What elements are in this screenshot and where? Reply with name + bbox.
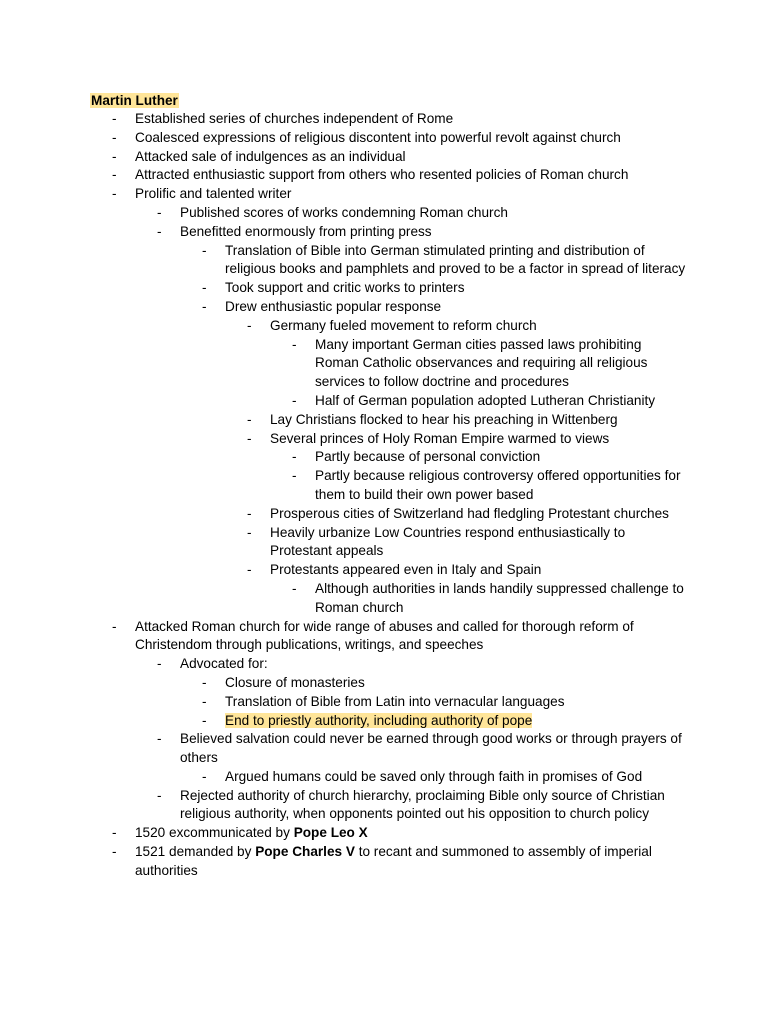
list-item-text bbox=[135, 148, 688, 167]
bullet-dash: - bbox=[202, 298, 207, 314]
item-text: Half of German population adopted Lutheran Christianity bbox=[315, 392, 656, 408]
list-item bbox=[0, 730, 768, 768]
bullet-outline bbox=[0, 110, 768, 881]
list-item bbox=[0, 242, 768, 280]
item-text: Published scores of works condemning Roman church bbox=[180, 204, 508, 220]
list-item bbox=[0, 712, 768, 731]
list-item bbox=[0, 843, 768, 881]
list-item bbox=[0, 618, 768, 656]
bullet-dash: - bbox=[157, 787, 162, 803]
list-item bbox=[0, 317, 768, 336]
item-text: Prolific and talented writer bbox=[135, 186, 292, 202]
list-item-text bbox=[180, 204, 688, 223]
item-text: Rejected authority of church hierarchy, proclaiming Bible only source of Christian religious authority, when opponents pointed out his opposition to church policy bbox=[180, 787, 665, 822]
list-item bbox=[0, 580, 768, 618]
item-text: Lay Christians flocked to hear his preaching in Wittenberg bbox=[270, 411, 618, 427]
list-item bbox=[0, 824, 768, 843]
item-text: Believed salvation could never be earned through good works or through prayers of others bbox=[180, 731, 682, 766]
list-item bbox=[0, 693, 768, 712]
bullet-dash: - bbox=[112, 186, 117, 202]
list-item-text bbox=[135, 110, 688, 129]
list-item-text bbox=[270, 561, 688, 580]
bullet-dash: - bbox=[112, 129, 117, 145]
item-text: Several princes of Holy Roman Empire warmed to views bbox=[270, 430, 610, 446]
list-item bbox=[0, 185, 768, 204]
item-text: Drew enthusiastic popular response bbox=[225, 298, 442, 314]
bullet-dash: - bbox=[247, 317, 252, 333]
item-text: Partly because of personal conviction bbox=[315, 449, 541, 465]
bullet-dash: - bbox=[202, 712, 207, 728]
list-item-text bbox=[270, 411, 688, 430]
list-item bbox=[0, 768, 768, 787]
item-text-continued: to recant and summoned to assembly of imperial authorities bbox=[135, 844, 652, 878]
bullet-dash: - bbox=[112, 618, 117, 634]
bold-name: Pope Charles V bbox=[255, 844, 355, 860]
list-item-text bbox=[315, 580, 688, 618]
item-text: Attacked sale of indulgences as an individual bbox=[135, 148, 406, 164]
list-item-text bbox=[225, 242, 688, 280]
list-item bbox=[0, 655, 768, 674]
item-text: Coalesced expressions of religious discontent into powerful revolt against church bbox=[135, 129, 621, 145]
list-item bbox=[0, 336, 768, 392]
item-text: Took support and critic works to printers bbox=[225, 280, 465, 296]
list-item bbox=[0, 148, 768, 167]
list-item bbox=[0, 411, 768, 430]
list-item-text bbox=[225, 674, 688, 693]
list-item bbox=[0, 392, 768, 411]
list-item bbox=[0, 279, 768, 298]
bullet-dash: - bbox=[157, 223, 162, 239]
bullet-dash: - bbox=[202, 768, 207, 784]
item-text: Although authorities in lands handily suppressed challenge to Roman church bbox=[315, 580, 684, 615]
list-item-text bbox=[135, 185, 688, 204]
list-item bbox=[0, 110, 768, 129]
bullet-dash: - bbox=[112, 148, 117, 164]
item-text: Benefitted enormously from printing press bbox=[180, 223, 432, 239]
bullet-dash: - bbox=[292, 392, 297, 408]
list-item-text bbox=[225, 298, 688, 317]
item-text: Prosperous cities of Switzerland had fledgling Protestant churches bbox=[270, 505, 669, 521]
document-title: Martin Luther bbox=[91, 93, 178, 108]
list-item bbox=[0, 223, 768, 242]
item-text: Many important German cities passed laws prohibiting Roman Catholic observances and requiring all religious services to follow doctrine and procedures bbox=[315, 336, 648, 390]
bullet-dash: - bbox=[292, 468, 297, 484]
bullet-dash: - bbox=[292, 580, 297, 596]
item-text: Attacked Roman church for wide range of abuses and called for thorough reform of Christendom through publications, writings, and speeches bbox=[135, 618, 634, 653]
list-item bbox=[0, 561, 768, 580]
list-item-text bbox=[270, 430, 688, 449]
bullet-dash: - bbox=[292, 336, 297, 352]
list-item-text bbox=[315, 448, 688, 467]
item-text: Partly because religious controversy offered opportunities for them to build their own power based bbox=[315, 468, 681, 502]
item-text: Advocated for: bbox=[180, 656, 268, 672]
item-text: Translation of Bible into German stimulated printing and distribution of religious books and pamphlets and proved to be a factor in spread of literacy bbox=[225, 242, 686, 277]
list-item-text bbox=[180, 787, 688, 825]
bullet-dash: - bbox=[157, 731, 162, 747]
item-text: Argued humans could be saved only through faith in promises of God bbox=[225, 768, 643, 784]
list-item-text bbox=[135, 129, 688, 148]
heading-line bbox=[90, 91, 768, 110]
list-item-text bbox=[225, 693, 688, 712]
item-text: Germany fueled movement to reform church bbox=[270, 317, 537, 333]
bullet-dash: - bbox=[112, 825, 117, 841]
bullet-dash: - bbox=[202, 674, 207, 690]
list-item bbox=[0, 298, 768, 317]
list-item-text bbox=[315, 336, 688, 392]
item-text: Attracted enthusiastic support from others who resented policies of Roman church bbox=[135, 167, 629, 183]
list-item-text bbox=[180, 223, 688, 242]
list-item-text bbox=[135, 166, 688, 185]
list-item bbox=[0, 674, 768, 693]
list-item-text bbox=[315, 467, 688, 505]
bullet-dash: - bbox=[292, 449, 297, 465]
list-item bbox=[0, 524, 768, 562]
list-item bbox=[0, 787, 768, 825]
list-item-text bbox=[135, 824, 688, 843]
bullet-dash: - bbox=[247, 411, 252, 427]
item-text: Protestants appeared even in Italy and Spain bbox=[270, 562, 542, 578]
item-text: Heavily urbanize Low Countries respond enthusiastically to Protestant appeals bbox=[270, 524, 626, 559]
bullet-dash: - bbox=[157, 656, 162, 672]
list-item bbox=[0, 467, 768, 505]
bullet-dash: - bbox=[247, 524, 252, 540]
list-item-text bbox=[180, 730, 688, 768]
list-item bbox=[0, 129, 768, 148]
document bbox=[0, 91, 768, 881]
list-item-text bbox=[225, 712, 688, 731]
bullet-dash: - bbox=[202, 693, 207, 709]
bullet-dash: - bbox=[112, 111, 117, 126]
list-item-text bbox=[315, 392, 688, 411]
list-item-text bbox=[270, 505, 688, 524]
list-item bbox=[0, 204, 768, 223]
list-item bbox=[0, 166, 768, 185]
bullet-dash: - bbox=[247, 505, 252, 521]
list-item bbox=[0, 505, 768, 524]
list-item-text bbox=[270, 524, 688, 562]
list-item-text bbox=[180, 655, 688, 674]
item-text: 1521 demanded by bbox=[135, 844, 256, 860]
bullet-dash: - bbox=[247, 430, 252, 446]
bullet-dash: - bbox=[202, 242, 207, 258]
list-item-text bbox=[135, 618, 688, 656]
list-item-text bbox=[135, 843, 688, 881]
item-text: Closure of monasteries bbox=[225, 674, 365, 690]
bullet-dash: - bbox=[157, 204, 162, 220]
item-text: Established series of churches independent of Rome bbox=[135, 111, 454, 126]
list-item-text bbox=[270, 317, 688, 336]
item-text: End to priestly authority, including authority of pope bbox=[225, 712, 533, 728]
bullet-dash: - bbox=[112, 167, 117, 183]
item-text: Translation of Bible from Latin into vernacular languages bbox=[225, 693, 565, 709]
list-item bbox=[0, 448, 768, 467]
list-item bbox=[0, 430, 768, 449]
item-text: 1520 excommunicated by bbox=[135, 825, 294, 841]
bullet-dash: - bbox=[202, 280, 207, 296]
bullet-dash: - bbox=[112, 844, 117, 860]
list-item-text bbox=[225, 279, 688, 298]
bullet-dash: - bbox=[247, 562, 252, 578]
list-item-text bbox=[225, 768, 688, 787]
bold-name: Pope Leo X bbox=[293, 825, 368, 841]
